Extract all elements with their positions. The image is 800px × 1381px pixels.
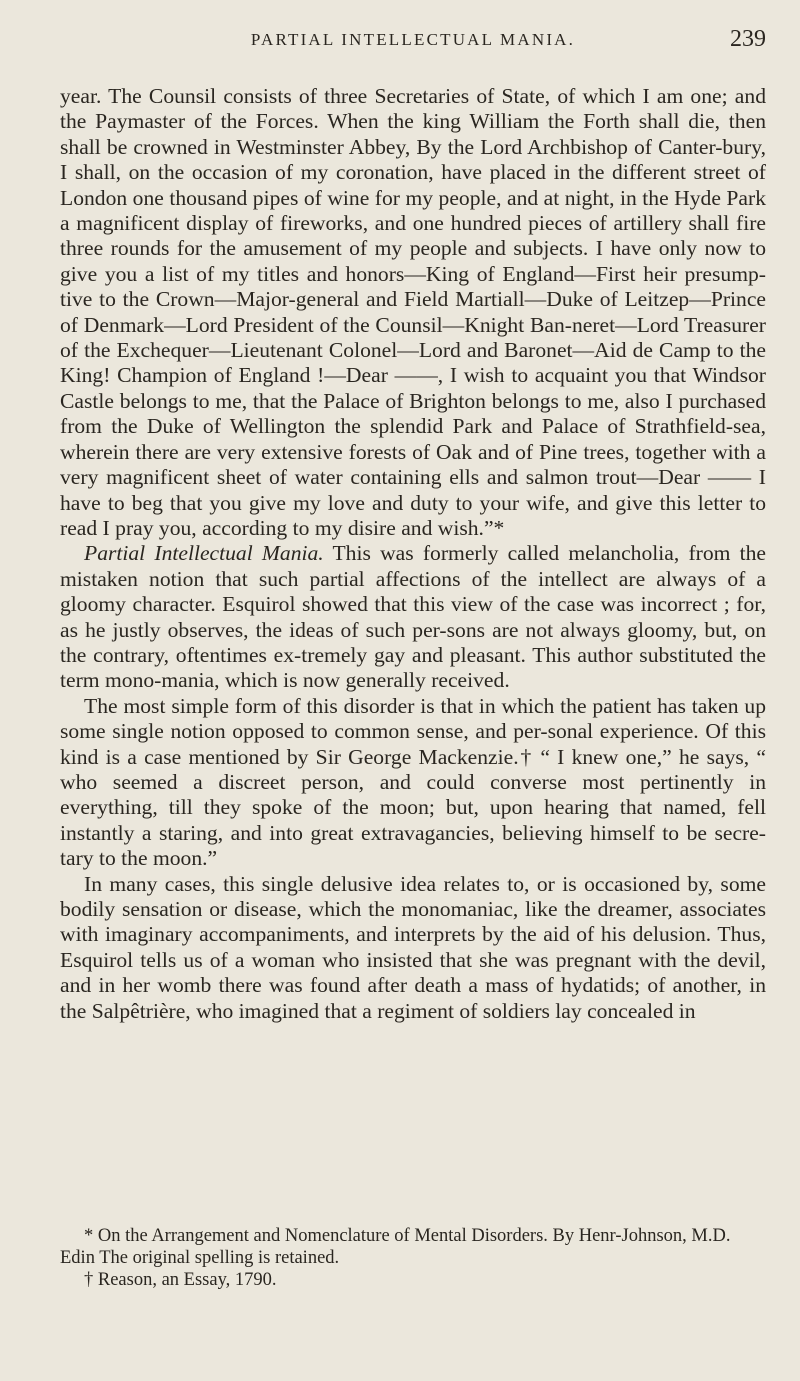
paragraph-simple-form: The most simple form of this disorder is that in which the patient has taken up some single notion opposed to common sense, and per-sonal experience. Of this kind is a case mentioned by Sir George Mackenzie.† “ I knew one,” he says, “ who seemed a discreet person, and could converse most pertinently in everything, till they spoke of the moon; but, upon hearing that named, fell instantly a staring, and into great extravagancies, believing himself to be secre-tary to the moon.” [60, 693, 766, 871]
footnotes [60, 1225, 766, 1291]
paragraph-many-cases: In many cases, this single delusive idea relates to, or is occasioned by, some bodily sensation or disease, which the monomaniac, like the dreamer, associates with imaginary accompaniments, and interprets by the aid of his delusion. Thus, Esquirol tells us of a woman who insisted that she was pregnant with the devil, and in her womb there was found after death a mass of hydatids; of another, in the Salpêtrière, who imagined that a regiment of soldiers lay concealed in [60, 871, 766, 1023]
section-heading-inline: Partial Intellectual Mania. [84, 541, 324, 566]
page-number: 239 [730, 26, 766, 52]
running-head [60, 26, 766, 66]
paragraph-letter-continuation: year. The Counsil consists of three Secretaries of State, of which I am one; and the Paymaster of the Forces. When the king William the Forth shall die, then shall be crowned in Westminster Abbey, By the Lord Archbishop of Canter-bury, I shall, on the occasion of my coronation, have placed in the different street of London one thousand pipes of wine for my people, and at night, in the Hyde Park a magnificent display of fireworks, and one hundred pieces of artillery shall fire three rounds for the amusement of my people and subjects. I have only now to give you a list of my titles and honors—King of England—First heir presump-tive to the Crown—Major-general and Field Martiall—Duke of Leitzep—Prince of Denmark—Lord President of the Counsil—Knight Ban-neret—Lord Treasurer of the Exchequer—Lieutenant Colonel—Lord and Baronet—Aid de Camp to the King! Champion of England !—Dear ——, I wish to acquaint you that Windsor Castle belongs to me, that the Palace of Brighton belongs to me, also I purchased from the Duke of Wellington the splendid Park and Palace of Strathfield-sea, wherein there are very extensive forests of Oak and of Pine trees, together with a very magnificent sheet of water containing ells and salmon trout—Dear —— I have to beg that you give my love and duty to your wife, and give this letter to read I pray you, according to my disire and wish.”* [60, 84, 766, 540]
running-title: PARTIAL INTELLECTUAL MANIA. [250, 30, 576, 49]
paragraph-text: This was formerly called melancholia, from the mistaken notion that such partial affections of the intellect are always of a gloomy character. Esquirol showed that this view of the case was incorrect ; for, as he justly observes, the ideas of such per-sons are not always gloomy, but, on the contrary, oftentimes ex-tremely gay and pleasant. This author substituted the term mono-mania, which is now generally received. [60, 541, 766, 693]
paragraph-partial-intellectual-mania [60, 541, 766, 693]
footnote-dagger: † Reason, an Essay, 1790. [84, 1270, 277, 1290]
footnote-asterisk: * On the Arrangement and Nomenclature of Mental Disorders. By Henr-Johnson, M.D. Edin The original spelling is retained. [60, 1226, 731, 1268]
main-text [60, 84, 766, 1024]
